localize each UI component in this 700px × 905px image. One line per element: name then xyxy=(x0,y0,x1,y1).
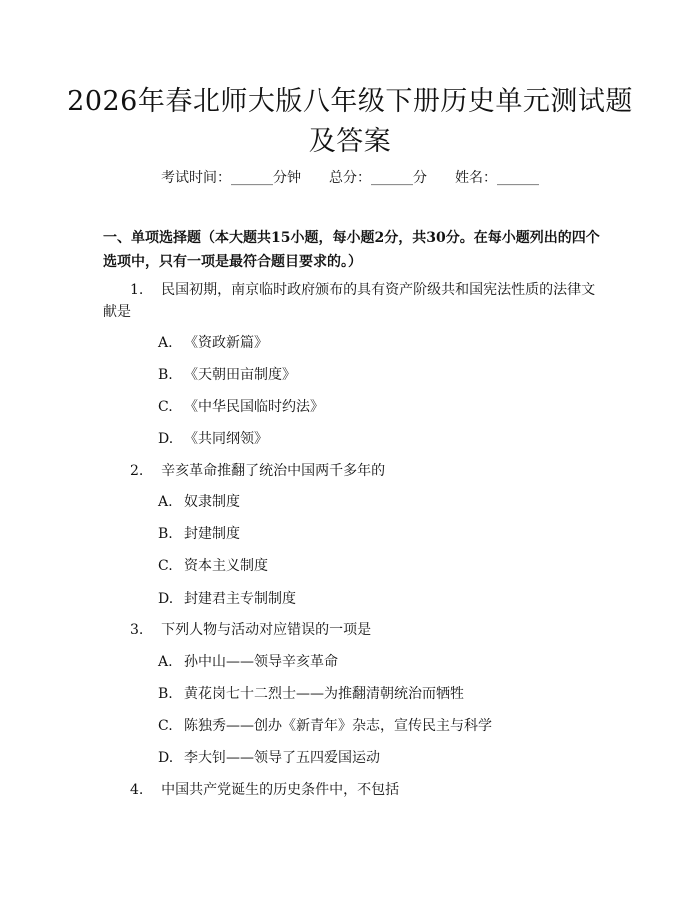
option-2b xyxy=(158,524,598,544)
option-letter: C. xyxy=(158,399,173,415)
option-2c xyxy=(158,556,598,576)
exam-meta xyxy=(0,168,700,188)
document-title: 2026年春北师大版八年级下册历史单元测试题及答案 xyxy=(67,86,633,157)
option-3a xyxy=(158,652,598,672)
option-letter: D. xyxy=(158,431,174,447)
option-2a xyxy=(158,492,598,512)
option-1a xyxy=(158,333,598,353)
option-letter: B. xyxy=(158,526,173,542)
option-text: 《天朝田亩制度》 xyxy=(184,367,296,383)
option-1d xyxy=(158,429,598,449)
option-3d xyxy=(158,748,598,768)
question-number: 3. xyxy=(130,622,144,638)
option-text: 资本主义制度 xyxy=(184,558,268,574)
question-1 xyxy=(103,279,603,323)
option-text: 《中华民国临时约法》 xyxy=(184,399,324,415)
question-3 xyxy=(103,619,603,641)
question-number: 4. xyxy=(130,782,144,798)
question-text: 中国共产党诞生的历史条件中，不包括 xyxy=(161,782,400,798)
option-letter: A. xyxy=(158,654,173,670)
option-letter: C. xyxy=(158,718,173,734)
option-text: 孙中山——领导辛亥革命 xyxy=(184,654,338,670)
option-letter: D. xyxy=(158,750,174,766)
question-2 xyxy=(103,460,603,482)
option-letter: A. xyxy=(158,494,173,510)
question-text: 下列人物与活动对应错误的一项是 xyxy=(161,622,372,638)
option-letter: A. xyxy=(158,335,173,351)
option-2d xyxy=(158,589,598,609)
exam-time-field: 考试时间：______分钟 xyxy=(161,170,301,186)
question-4 xyxy=(103,779,603,801)
option-letter: B. xyxy=(158,367,173,383)
option-3c xyxy=(158,716,598,736)
option-letter: C. xyxy=(158,558,173,574)
question-number: 2. xyxy=(130,463,144,479)
option-text: 奴隶制度 xyxy=(184,494,240,510)
option-text: 封建君主专制制度 xyxy=(184,591,296,607)
option-text: 李大钊——领导了五四爱国运动 xyxy=(184,750,380,766)
student-name-field: 姓名：______ xyxy=(455,170,539,186)
question-number: 1. xyxy=(130,282,144,298)
option-text: 《共同纲领》 xyxy=(184,431,268,447)
question-text: 辛亥革命推翻了统治中国两千多年的 xyxy=(161,463,386,479)
total-score-field: 总分：______分 xyxy=(329,170,427,186)
option-letter: B. xyxy=(158,686,173,702)
option-text: 陈独秀——创办《新青年》杂志，宣传民主与科学 xyxy=(184,718,492,734)
option-letter: D. xyxy=(158,591,174,607)
question-text: 民国初期，南京临时政府颁布的具有资产阶级共和国宪法性质的法律文献是 xyxy=(103,282,596,320)
option-1b xyxy=(158,365,598,385)
option-text: 封建制度 xyxy=(184,526,240,542)
option-text: 黄花岗七十二烈士——为推翻清朝统治而牺牲 xyxy=(184,686,464,702)
option-text: 《资政新篇》 xyxy=(184,335,268,351)
option-3b xyxy=(158,684,598,704)
section-heading: 一、单项选择题（本大题共15小题，每小题2分，共30分。在每小题列出的四个选项中，只有一项是最符合题目要求的。） xyxy=(103,230,600,270)
option-1c xyxy=(158,397,598,417)
